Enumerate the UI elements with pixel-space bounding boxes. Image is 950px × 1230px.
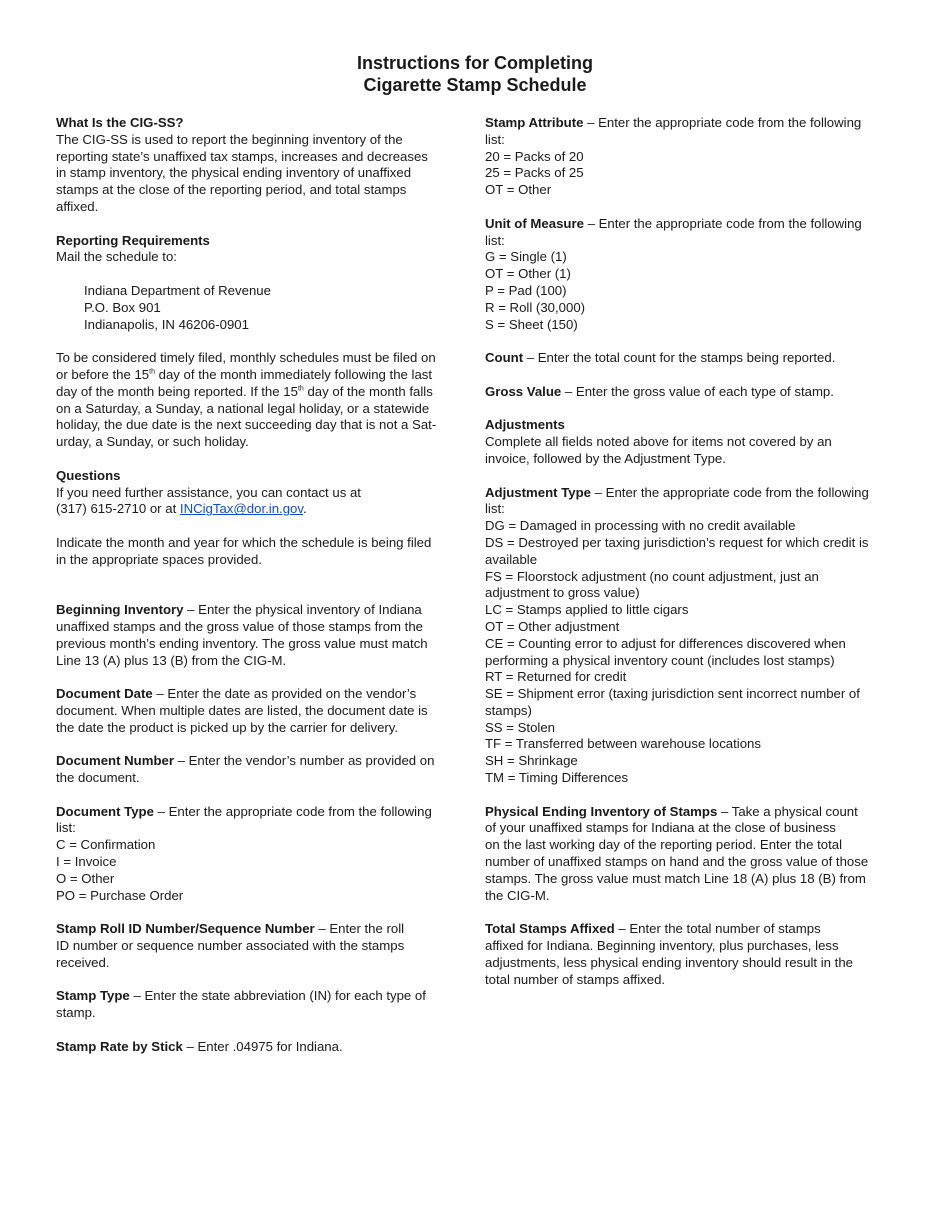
body-line: (317) 615-2710 or at INCigTax@dor.in.gov. [56,501,307,517]
section-adjustments [485,417,897,467]
code-line: adjustment to gross value) [485,585,640,601]
code-line: S = Sheet (150) [485,316,578,332]
body-line: total number of stamps affixed. [485,971,666,987]
code-line: DS = Destroyed per taxing jurisdiction’s request for which credit is [485,534,869,550]
body-line: To be considered timely filed, monthly schedules must be filed on [56,350,436,366]
body-line: list: [485,232,505,248]
body-line: previous month’s ending inventory. The gross value must match [56,635,428,651]
field-heading: Stamp Attribute [485,115,584,130]
body-line: invoice, followed by the Adjustment Type. [485,450,726,466]
section-adjustment-type: Adjustment Type – Enter the appropriate code from the following list: DG = Damaged in processing with no credit available DS = Destroyed per taxing jurisdiction’s request for which credit is available FS = Floorstock adjustment (no count adjustment, just an adjustment to gross value) LC = Stamps applied to little cigars OT = Other adjustment CE = Counting error to adjust for differences discovered when performing a physical inventory count (includes lost stamps) RT = Returned for credit SE = Shipment error (taxing jurisdiction sent incorrect number of stamps) SS = Stolen TF = Transferred between warehouse locations SH = Shrinkage TM = Timing Differences [485,485,897,787]
section-unit-of-measure: Unit of Measure – Enter the appropriate code from the following list: G = Single (1) OT = Other (1) P = Pad (100) R = Roll (30,000) S = Sheet (150) [485,216,897,334]
section-heading: Reporting Requirements [56,232,210,248]
section-beginning-inventory: Beginning Inventory – Enter the physical inventory of Indiana unaffixed stamps and the gross value of those stamps from the previous month’s ending inventory. The gross value must match Line 13 (A) plus 13 (B) from the CIG-M. [56,602,464,669]
section-stamp-rate: Stamp Rate by Stick – Enter .04975 for Indiana. [56,1038,343,1054]
right-column [485,115,897,1005]
body-line: unaffixed stamps and the gross value of those stamps from the [56,618,424,634]
section-what-is [56,115,464,216]
address-line: Indiana Department of Revenue [84,282,271,298]
field-heading: Physical Ending Inventory of Stamps [485,803,718,819]
code-line: RT = Returned for credit [485,669,627,685]
body-line: of your unaffixed stamps for Indiana at the close of business [485,820,836,836]
code-line: O = Other [56,870,115,886]
body-line: the CIG-M. [485,887,550,903]
code-line: OT = Other adjustment [485,618,620,634]
field-heading: Unit of Measure [485,215,584,231]
section-timely-filing [56,350,464,451]
section-gross-value: Gross Value – Enter the gross value of each type of stamp. [485,383,834,399]
body-line: on the last working day of the reporting period. Enter the total [485,837,843,853]
code-line: 25 = Packs of 25 [485,165,584,181]
body-line: list: [56,820,76,836]
body-line: stamps. The gross value must match Line 18 (A) plus 18 (B) from [485,870,866,886]
field-heading: Document Date [56,686,153,702]
code-line: P = Pad (100) [485,282,567,298]
body-line: in stamp inventory, the physical ending inventory of unaffixed [56,165,412,181]
body-line: The CIG-SS is used to report the beginning inventory of the [56,131,403,147]
section-questions [56,468,464,518]
body-line: holiday, the due date is the next succeeding day that is not a Sat- [56,417,437,433]
body-line: stamp. [56,1005,96,1021]
address-line: Indianapolis, IN 46206-0901 [84,316,249,332]
code-line: PO = Purchase Order [56,887,184,903]
section-reporting-requirements [56,233,464,334]
code-line: TM = Timing Differences [485,770,629,786]
code-line: LC = Stamps applied to little cigars [485,602,689,618]
field-heading: Total Stamps Affixed [485,921,615,937]
code-line: C = Confirmation [56,837,156,853]
mailing-address [56,283,464,333]
body-line: Complete all fields noted above for items not covered by an [485,434,832,450]
code-line: CE = Counting error to adjust for differences discovered when [485,635,846,651]
field-heading: Stamp Roll ID Number/Sequence Number [56,921,315,937]
section-heading: Questions [56,467,121,483]
code-line: available [485,551,538,567]
code-line: TF = Transferred between warehouse locations [485,736,761,752]
body-line: stamps at the close of the reporting period, and total stamps [56,182,407,198]
field-heading: Beginning Inventory [56,602,184,618]
body-line: list: [485,131,505,147]
field-heading: Gross Value [485,383,562,399]
section-document-type: Document Type – Enter the appropriate code from the following list: C = Confirmation I = Invoice O = Other PO = Purchase Order [56,804,464,905]
section-physical-ending-inventory: Physical Ending Inventory of Stamps – Take a physical count of your unaffixed stamps for Indiana at the close of business on the last working day of the reporting period. Enter the total number of unaffixed stamps on hand and the gross value of those stamps. The gross value must match Line 18 (A) plus 18 (B) from the CIG-M. [485,804,897,905]
section-indicate [56,535,464,569]
field-heading: Stamp Type [56,988,130,1004]
body-line: day of the month being reported. If the 15th day of the month falls [56,383,433,399]
code-line: G = Single (1) [485,249,567,265]
body-line: or before the 15th day of the month immediately following the last [56,366,433,382]
body-line: in the appropriate spaces provided. [56,551,263,567]
code-line: stamps) [485,702,532,718]
code-line: SS = Stolen [485,719,556,735]
body-line: urday, a Sunday, or such holiday. [56,434,249,450]
body-line: Indicate the month and year for which the schedule is being filed [56,534,432,550]
body-line: the date the product is picked up by the carrier for delivery. [56,719,399,735]
code-line: I = Invoice [56,854,117,870]
code-line: 20 = Packs of 20 [485,148,584,164]
field-heading: Adjustment Type [485,484,591,500]
field-heading: Stamp Rate by Stick [56,1038,183,1054]
section-stamp-type: Stamp Type – Enter the state abbreviation (IN) for each type of stamp. [56,988,464,1022]
section-heading: What Is the CIG-SS? [56,115,184,130]
body-line: If you need further assistance, you can contact us at [56,484,361,500]
field-heading: Document Type [56,803,154,819]
page-title [0,52,950,96]
body-line: document. When multiple dates are listed, the document date is [56,702,428,718]
body-line: ID number or sequence number associated with the stamps [56,938,405,954]
field-heading: Document Number [56,753,174,769]
body-line: Mail the schedule to: [56,249,177,265]
section-heading: Adjustments [485,417,565,433]
section-document-number: Document Number – Enter the vendor’s number as provided on the document. [56,753,464,787]
address-line: P.O. Box 901 [84,299,161,315]
section-count: Count – Enter the total count for the stamps being reported. [485,350,836,366]
body-line: received. [56,954,110,970]
code-line: OT = Other (1) [485,266,571,282]
section-document-date: Document Date – Enter the date as provided on the vendor’s document. When multiple dates are listed, the document date is the date the product is picked up by the carrier for delivery. [56,686,464,736]
section-total-stamps-affixed: Total Stamps Affixed – Enter the total number of stamps affixed for Indiana. Beginning inventory, plus purchases, less adjustments, less physical ending inventory should result in the total number of stamps affixed. [485,921,897,988]
code-line: DG = Damaged in processing with no credit available [485,518,796,534]
body-line: affixed. [56,198,99,214]
body-line: Line 13 (A) plus 13 (B) from the CIG-M. [56,652,287,668]
code-line: FS = Floorstock adjustment (no count adjustment, just an [485,568,819,584]
page-title-line-2: Cigarette Stamp Schedule [363,75,587,95]
email-link[interactable]: INCigTax@dor.in.gov [179,501,303,517]
body-line: on a Saturday, a Sunday, a national legal holiday, or a statewide [56,400,430,416]
body-line: number of unaffixed stamps on hand and the gross value of those [485,854,869,870]
code-line: SE = Shipment error (taxing jurisdiction sent incorrect number of [485,686,860,702]
page-title-line-1: Instructions for Completing [357,53,593,73]
left-column [56,115,464,1072]
body-line: adjustments, less physical ending inventory should result in the [485,954,853,970]
code-line: performing a physical inventory count (includes lost stamps) [485,652,835,668]
body-line: list: [485,501,505,517]
code-line: OT = Other [485,182,552,198]
section-stamp-attribute: Stamp Attribute – Enter the appropriate code from the following list: 20 = Packs of 20 25 = Packs of 25 OT = Other [485,115,897,199]
body-line: reporting state’s unaffixed tax stamps, increases and decreases [56,148,428,164]
body-line: affixed for Indiana. Beginning inventory, plus purchases, less [485,938,839,954]
code-line: R = Roll (30,000) [485,299,586,315]
section-stamp-roll-id: Stamp Roll ID Number/Sequence Number – Enter the roll ID number or sequence number associated with the stamps received. [56,921,464,971]
code-line: SH = Shrinkage [485,753,578,769]
field-heading: Count [485,350,524,366]
body-line: the document. [56,770,140,786]
